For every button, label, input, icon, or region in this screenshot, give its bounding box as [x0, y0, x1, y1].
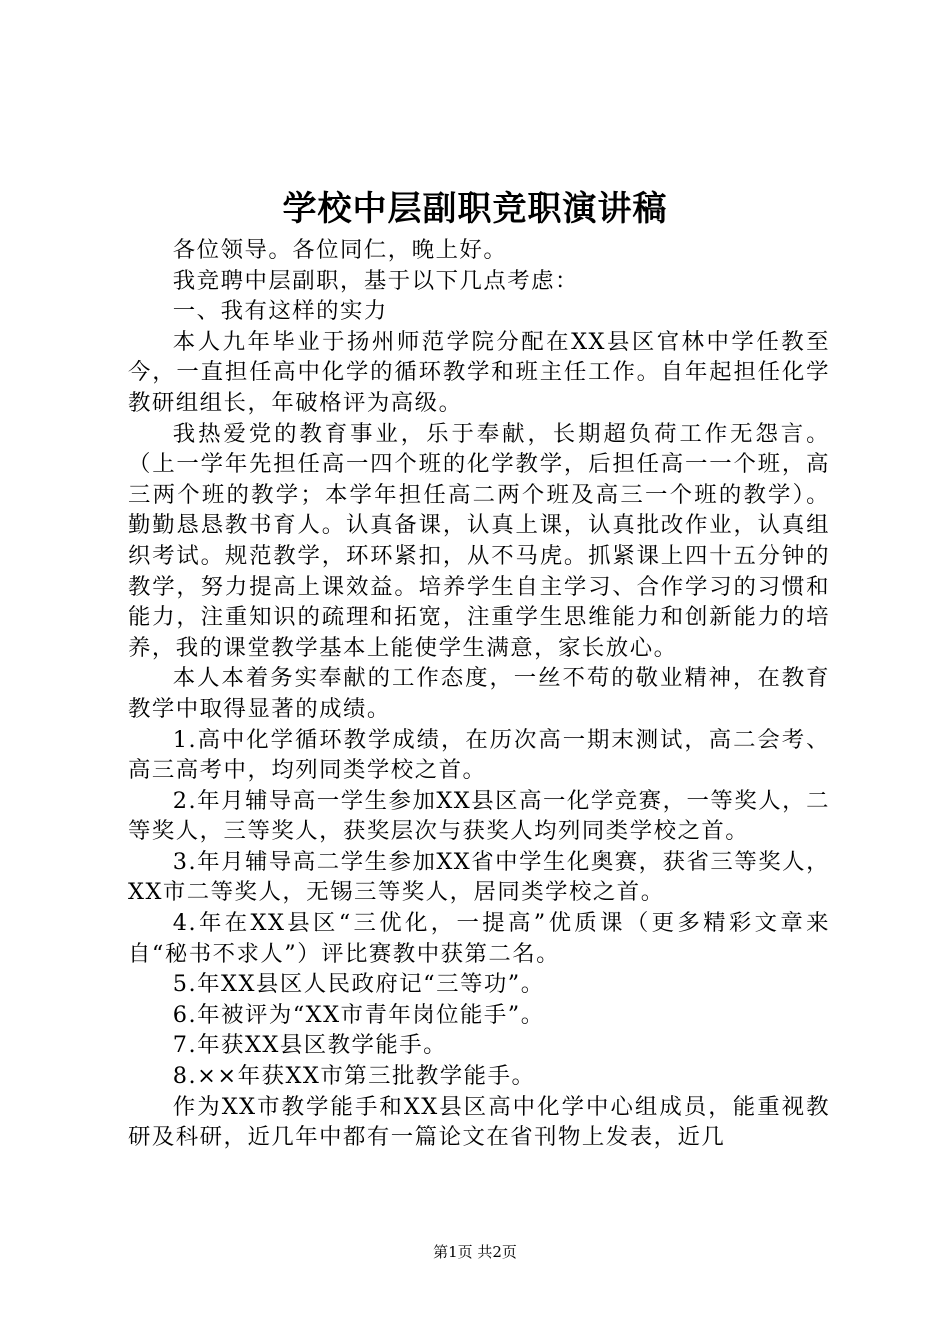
list-item: 1.高中化学循环教学成绩，在历次高一期末测试，高二会考、高三高考中，均列同类学校之首。: [128, 726, 830, 784]
document-body: [128, 235, 830, 1153]
list-item: 6.年被评为“XX市青年岗位能手”。: [172, 1001, 545, 1028]
list-item: 2.年月辅导高一学生参加XX县区高一化学竞赛，一等奖人，二等奖人，三等奖人，获奖层次与获奖人均列同类学校之首。: [128, 787, 830, 845]
list-item: 3.年月辅导高二学生参加XX省中学生化奥赛，获省三等奖人，XX市二等奖人，无锡三等奖人，居同类学校之首。: [128, 848, 830, 906]
list-item: 7.年获XX县区教学能手。: [172, 1032, 448, 1059]
list-item: 4.年在XX县区“三优化，一提高”优质课（更多精彩文章来自“秘书不求人”）评比赛教中获第二名。: [128, 910, 830, 967]
paragraph: 一、我有这样的实力: [172, 298, 388, 325]
document-title: 学校中层副职竞职演讲稿: [282, 189, 668, 229]
list-item: 8.××年获XX市第三批教学能手。: [172, 1063, 536, 1090]
paragraph: 我竞聘中层副职，基于以下几点考虑：: [172, 267, 579, 294]
paragraph: 我热爱党的教育事业，乐于奉献，长期超负荷工作无怨言。（上一学年先担任高一四个班的化学教学，后担任高一一个班，高三两个班的教学；本学年担任高二两个班及高三一个班的教学）。勤勤恳恳教书育人。认真备课，认真上课，认真批改作业，认真组织考试。规范教学，环环紧扣，从不马虎。抓紧课上四十五分钟的教学，努力提高上课效益。培养学生自主学习、合作学习的习惯和能力，注重知识的疏理和拓宽，注重学生思维能力和创新能力的培养，我的课堂教学基本上能使学生满意，家长放心。: [128, 420, 830, 661]
list-item: 5.年XX县区人民政府记“三等功”。: [172, 971, 545, 998]
paragraph: 作为XX市教学能手和XX县区高中化学中心组成员，能重视教研及科研，近几年中都有一篇论文在省刊物上发表，近几: [128, 1093, 830, 1151]
paragraph: 本人本着务实奉献的工作态度，一丝不苟的敬业精神，在教育教学中取得显著的成绩。: [128, 665, 830, 722]
paragraph: 各位领导。各位同仁，晚上好。: [172, 237, 508, 263]
paragraph: 本人九年毕业于扬州师范学院分配在XX县区官林中学任教至今，一直担任高中化学的循环教学和班主任工作。自年起担任化学教研组组长，年破格评为高级。: [128, 328, 830, 416]
page-number-footer: 第1页 共2页: [433, 1243, 517, 1261]
